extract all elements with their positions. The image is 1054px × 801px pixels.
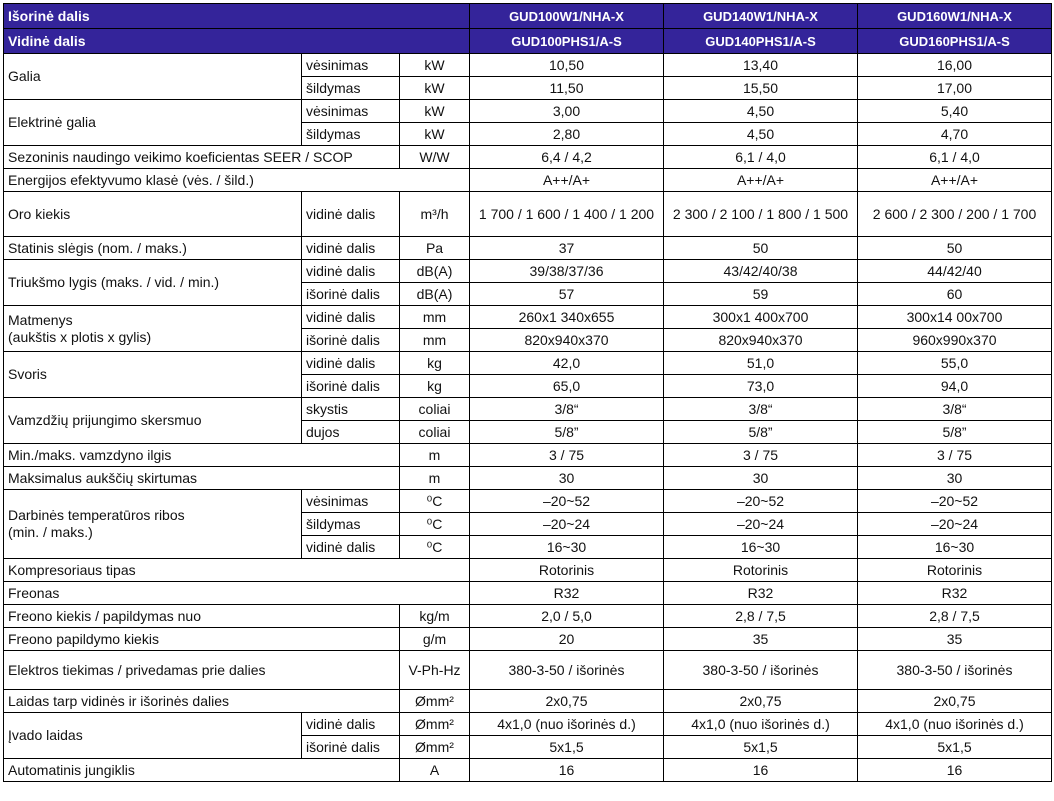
indoor-model-2: GUD140PHS1/A-S xyxy=(664,29,858,54)
row-label: Freonas xyxy=(4,582,470,605)
spec-row xyxy=(4,352,1052,375)
row-sublabel: skystis xyxy=(302,398,400,421)
spec-row xyxy=(4,398,1052,421)
value-cell-model-2: 59 xyxy=(664,283,858,306)
spec-row xyxy=(4,690,1052,713)
value-cell-model-2: Rotorinis xyxy=(664,559,858,582)
row-label: Sezoninis naudingo veikimo koeficientas SEER / SCOP xyxy=(4,146,400,169)
row-unit: m xyxy=(400,444,470,467)
value-cell-model-2: 30 xyxy=(664,467,858,490)
value-cell-model-2: 3 / 75 xyxy=(664,444,858,467)
value-cell-model-3: 380-3-50 / išorinės xyxy=(858,651,1052,690)
value-cell-model-1: 11,50 xyxy=(470,77,664,100)
value-cell-model-2: 5x1,5 xyxy=(664,736,858,759)
value-cell-model-1: 2,80 xyxy=(470,123,664,146)
outdoor-unit-label: Išorinė dalis xyxy=(4,4,470,29)
row-unit: Ømm² xyxy=(400,736,470,759)
spec-table xyxy=(3,3,1052,782)
row-unit: kg xyxy=(400,375,470,398)
value-cell-model-1: 3/8“ xyxy=(470,398,664,421)
value-cell-model-2: 2,8 / 7,5 xyxy=(664,605,858,628)
row-sublabel: išorinė dalis xyxy=(302,329,400,352)
value-cell-model-1: 16~30 xyxy=(470,536,664,559)
row-sublabel: šildymas xyxy=(302,77,400,100)
value-cell-model-2: A++/A+ xyxy=(664,169,858,192)
value-cell-model-1: 20 xyxy=(470,628,664,651)
value-cell-model-3: –20~24 xyxy=(858,513,1052,536)
indoor-model-1: GUD100PHS1/A-S xyxy=(470,29,664,54)
spec-row xyxy=(4,490,1052,513)
indoor-model-3: GUD160PHS1/A-S xyxy=(858,29,1052,54)
spec-row xyxy=(4,237,1052,260)
spec-row xyxy=(4,559,1052,582)
row-unit: Pa xyxy=(400,237,470,260)
row-unit: mm xyxy=(400,306,470,329)
header-row-outdoor xyxy=(4,4,1052,29)
value-cell-model-3: –20~52 xyxy=(858,490,1052,513)
row-sublabel: šildymas xyxy=(302,513,400,536)
value-cell-model-1: 6,4 / 4,2 xyxy=(470,146,664,169)
row-sublabel: vidinė dalis xyxy=(302,192,400,237)
row-unit: dB(A) xyxy=(400,283,470,306)
value-cell-model-2: 73,0 xyxy=(664,375,858,398)
value-cell-model-1: 5/8” xyxy=(470,421,664,444)
spec-row xyxy=(4,605,1052,628)
row-label xyxy=(4,352,302,398)
value-cell-model-2: 16 xyxy=(664,759,858,782)
row-sublabel: vidinė dalis xyxy=(302,536,400,559)
row-label-text: Matmenys xyxy=(8,311,73,328)
row-label: Maksimalus aukščių skirtumas xyxy=(4,467,400,490)
row-label-note: (aukštis x plotis x gylis) xyxy=(8,328,152,345)
value-cell-model-2: 43/42/40/38 xyxy=(664,260,858,283)
row-unit: W/W xyxy=(400,146,470,169)
value-cell-model-3: 300x14 00x700 xyxy=(858,306,1052,329)
value-cell-model-2: 300x1 400x700 xyxy=(664,306,858,329)
value-cell-model-3: 60 xyxy=(858,283,1052,306)
row-unit: A xyxy=(400,759,470,782)
row-unit: Ømm² xyxy=(400,713,470,736)
value-cell-model-1: 16 xyxy=(470,759,664,782)
row-unit: mm xyxy=(400,329,470,352)
value-cell-model-3: 4x1,0 (nuo išorinės d.) xyxy=(858,713,1052,736)
row-label xyxy=(4,237,302,260)
value-cell-model-3: 16~30 xyxy=(858,536,1052,559)
row-sublabel: vėsinimas xyxy=(302,100,400,123)
value-cell-model-1: 37 xyxy=(470,237,664,260)
value-cell-model-1: 4x1,0 (nuo išorinės d.) xyxy=(470,713,664,736)
row-sublabel: vėsinimas xyxy=(302,490,400,513)
value-cell-model-3: 4,70 xyxy=(858,123,1052,146)
value-cell-model-3: 5x1,5 xyxy=(858,736,1052,759)
row-sublabel: vidinė dalis xyxy=(302,352,400,375)
value-cell-model-2: 50 xyxy=(664,237,858,260)
row-label: Elektros tiekimas / privedamas prie dalies xyxy=(4,651,400,690)
row-label-note: (min. / maks.) xyxy=(8,524,93,540)
value-cell-model-2: 2 300 / 2 100 / 1 800 / 1 500 xyxy=(664,192,858,237)
row-unit: kg/m xyxy=(400,605,470,628)
row-label-text: Statinis slėgis (nom. / maks.) xyxy=(8,239,187,256)
row-unit: ⁰C xyxy=(400,490,470,513)
value-cell-model-1: 260x1 340x655 xyxy=(470,306,664,329)
value-cell-model-2: 51,0 xyxy=(664,352,858,375)
value-cell-model-1: 2,0 / 5,0 xyxy=(470,605,664,628)
value-cell-model-1: 10,50 xyxy=(470,54,664,77)
row-unit: dB(A) xyxy=(400,260,470,283)
row-sublabel: vidinė dalis xyxy=(302,260,400,283)
value-cell-model-2: 6,1 / 4,0 xyxy=(664,146,858,169)
value-cell-model-2: 15,50 xyxy=(664,77,858,100)
row-unit: ⁰C xyxy=(400,513,470,536)
indoor-unit-label: Vidinė dalis xyxy=(4,29,470,54)
value-cell-model-3: 16,00 xyxy=(858,54,1052,77)
spec-row xyxy=(4,628,1052,651)
spec-row xyxy=(4,146,1052,169)
spec-row xyxy=(4,169,1052,192)
row-sublabel: išorinė dalis xyxy=(302,736,400,759)
value-cell-model-3: 94,0 xyxy=(858,375,1052,398)
row-label-text: Darbinės temperatūros ribos xyxy=(8,507,185,523)
row-label: Freono kiekis / papildymas nuo xyxy=(4,605,400,628)
row-sublabel: vėsinimas xyxy=(302,54,400,77)
value-cell-model-3: 17,00 xyxy=(858,77,1052,100)
value-cell-model-3: 2 600 / 2 300 / 200 / 1 700 xyxy=(858,192,1052,237)
spec-row xyxy=(4,651,1052,690)
row-label xyxy=(4,260,302,306)
value-cell-model-2: 5/8” xyxy=(664,421,858,444)
row-label xyxy=(4,490,302,559)
row-label-text: Oro kiekis xyxy=(8,205,71,222)
value-cell-model-2: 380-3-50 / išorinės xyxy=(664,651,858,690)
value-cell-model-1: 1 700 / 1 600 / 1 400 / 1 200 xyxy=(470,192,664,237)
value-cell-model-1: Rotorinis xyxy=(470,559,664,582)
row-sublabel: vidinė dalis xyxy=(302,237,400,260)
row-label: Energijos efektyvumo klasė (vės. / šild.) xyxy=(4,169,470,192)
value-cell-model-2: 4,50 xyxy=(664,100,858,123)
value-cell-model-1: 57 xyxy=(470,283,664,306)
value-cell-model-1: 42,0 xyxy=(470,352,664,375)
row-label: Kompresoriaus tipas xyxy=(4,559,470,582)
row-label-text: Triukšmo lygis (maks. / vid. / min.) xyxy=(8,274,220,290)
row-unit: V-Ph-Hz xyxy=(400,651,470,690)
row-label xyxy=(4,713,302,759)
value-cell-model-3: Rotorinis xyxy=(858,559,1052,582)
value-cell-model-3: 2,8 / 7,5 xyxy=(858,605,1052,628)
row-label xyxy=(4,306,302,352)
value-cell-model-2: 35 xyxy=(664,628,858,651)
row-label xyxy=(4,54,302,100)
value-cell-model-1: 5x1,5 xyxy=(470,736,664,759)
value-cell-model-3: 5/8” xyxy=(858,421,1052,444)
spec-row xyxy=(4,713,1052,736)
row-unit: g/m xyxy=(400,628,470,651)
value-cell-model-2: 3/8“ xyxy=(664,398,858,421)
row-sublabel: vidinė dalis xyxy=(302,713,400,736)
row-label-text: Įvado laidas xyxy=(8,727,83,743)
value-cell-model-1: –20~52 xyxy=(470,490,664,513)
value-cell-model-1: A++/A+ xyxy=(470,169,664,192)
row-sublabel: dujos xyxy=(302,421,400,444)
row-unit: coliai xyxy=(400,421,470,444)
value-cell-model-1: 39/38/37/36 xyxy=(470,260,664,283)
row-label-text: Svoris xyxy=(8,366,47,382)
value-cell-model-1: –20~24 xyxy=(470,513,664,536)
row-label: Automatinis jungiklis xyxy=(4,759,400,782)
row-label xyxy=(4,100,302,146)
value-cell-model-3: 16 xyxy=(858,759,1052,782)
row-unit: kW xyxy=(400,54,470,77)
header-row-indoor xyxy=(4,29,1052,54)
value-cell-model-3: A++/A+ xyxy=(858,169,1052,192)
outdoor-model-2: GUD140W1/NHA-X xyxy=(664,4,858,29)
spec-row xyxy=(4,444,1052,467)
value-cell-model-3: 3 / 75 xyxy=(858,444,1052,467)
value-cell-model-3: 44/42/40 xyxy=(858,260,1052,283)
value-cell-model-1: 65,0 xyxy=(470,375,664,398)
row-label: Laidas tarp vidinės ir išorinės dalies xyxy=(4,690,400,713)
value-cell-model-2: 820x940x370 xyxy=(664,329,858,352)
outdoor-model-1: GUD100W1/NHA-X xyxy=(470,4,664,29)
value-cell-model-2: R32 xyxy=(664,582,858,605)
value-cell-model-3: 960x990x370 xyxy=(858,329,1052,352)
outdoor-model-3: GUD160W1/NHA-X xyxy=(858,4,1052,29)
value-cell-model-2: 16~30 xyxy=(664,536,858,559)
row-unit: m xyxy=(400,467,470,490)
row-unit: Ømm² xyxy=(400,690,470,713)
value-cell-model-2: 4x1,0 (nuo išorinės d.) xyxy=(664,713,858,736)
row-unit: coliai xyxy=(400,398,470,421)
value-cell-model-3: 6,1 / 4,0 xyxy=(858,146,1052,169)
spec-row xyxy=(4,306,1052,329)
row-label xyxy=(4,192,302,237)
row-unit: kg xyxy=(400,352,470,375)
row-unit: kW xyxy=(400,100,470,123)
row-unit: kW xyxy=(400,123,470,146)
row-label-text: Vamzdžių prijungimo skersmuo xyxy=(8,412,202,428)
value-cell-model-1: 380-3-50 / išorinės xyxy=(470,651,664,690)
value-cell-model-3: 35 xyxy=(858,628,1052,651)
value-cell-model-3: 5,40 xyxy=(858,100,1052,123)
spec-row xyxy=(4,54,1052,77)
row-sublabel: vidinė dalis xyxy=(302,306,400,329)
value-cell-model-1: 3 / 75 xyxy=(470,444,664,467)
spec-row xyxy=(4,192,1052,237)
row-sublabel: išorinė dalis xyxy=(302,375,400,398)
spec-row xyxy=(4,582,1052,605)
value-cell-model-2: 4,50 xyxy=(664,123,858,146)
row-sublabel: šildymas xyxy=(302,123,400,146)
row-unit: ⁰C xyxy=(400,536,470,559)
row-label-text: Elektrinė galia xyxy=(8,114,96,130)
value-cell-model-2: 13,40 xyxy=(664,54,858,77)
value-cell-model-3: 50 xyxy=(858,237,1052,260)
row-label-text: Galia xyxy=(8,68,41,84)
value-cell-model-1: 30 xyxy=(470,467,664,490)
value-cell-model-3: 2x0,75 xyxy=(858,690,1052,713)
row-unit: m³/h xyxy=(400,192,470,237)
spec-row xyxy=(4,759,1052,782)
value-cell-model-1: 3,00 xyxy=(470,100,664,123)
value-cell-model-1: 820x940x370 xyxy=(470,329,664,352)
value-cell-model-1: R32 xyxy=(470,582,664,605)
value-cell-model-3: 3/8“ xyxy=(858,398,1052,421)
row-label: Min./maks. vamzdyno ilgis xyxy=(4,444,400,467)
spec-row xyxy=(4,260,1052,283)
spec-row xyxy=(4,467,1052,490)
row-label: Freono papildymo kiekis xyxy=(4,628,400,651)
spec-row xyxy=(4,100,1052,123)
row-sublabel: išorinė dalis xyxy=(302,283,400,306)
value-cell-model-2: 2x0,75 xyxy=(664,690,858,713)
row-unit: kW xyxy=(400,77,470,100)
value-cell-model-2: –20~52 xyxy=(664,490,858,513)
value-cell-model-3: 30 xyxy=(858,467,1052,490)
value-cell-model-2: –20~24 xyxy=(664,513,858,536)
row-label xyxy=(4,398,302,444)
value-cell-model-1: 2x0,75 xyxy=(470,690,664,713)
value-cell-model-3: R32 xyxy=(858,582,1052,605)
value-cell-model-3: 55,0 xyxy=(858,352,1052,375)
